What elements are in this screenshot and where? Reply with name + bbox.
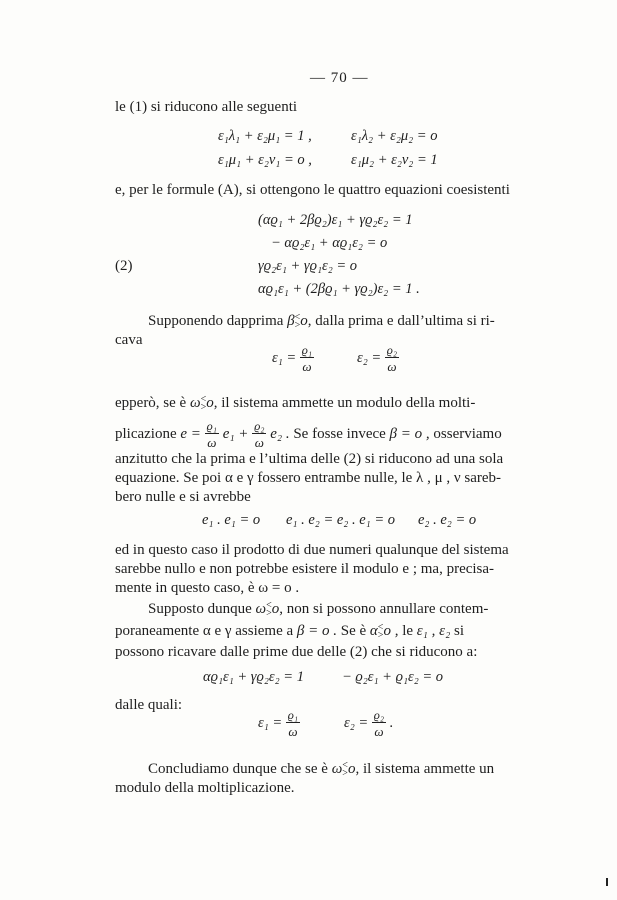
fraction-b: ε₂ = $\frac{\text{ϱ₂}}{\omega}$ — [357, 343, 398, 374]
equation-1a: ε₁λ₁ + ε₂μ₁ = 1 , — [218, 128, 312, 144]
paragraph-4-line-2: poraneamente α e γ assieme a β = o . Se è α < > o , le ε₁ , ε₂ si — [115, 621, 465, 641]
paragraph-6-line-2: modulo della moltiplicazione. — [115, 780, 295, 796]
paragraph-4-line-1: Supposto dunque ω < > o, non si possono annullare contem- — [148, 599, 489, 619]
equation-3a: e₁ . e₁ = o — [202, 512, 261, 528]
equation-4b: − ϱ₂ε₁ + ϱ₁ε₂ = o — [342, 669, 444, 685]
paragraph-2-line-3: anzitutto che la prima e l’ultima delle (2) si riducono ad una sola — [115, 451, 504, 467]
fraction-a: ε₁ = $\frac{\text{ϱ₁}}{\omega}$ — [272, 343, 313, 374]
paragraph-3-line-1: ed in questo caso il prodotto di due numeri qualunque del sistema — [115, 542, 509, 558]
less-greater-symbol: < > — [266, 599, 272, 619]
paragraph-3-line-3: mente in questo caso, è ω = o . — [115, 580, 300, 596]
scan-margin-mark — [606, 878, 608, 886]
system-eq-3: γϱ₂ε₁ + γϱ₁ε₂ = o — [258, 258, 358, 274]
less-greater-symbol: < > — [200, 393, 207, 413]
equation-3c: e₂ . e₂ = o — [418, 512, 477, 528]
less-greater-symbol: < > — [342, 759, 348, 779]
fraction-d: ε₂ = $\frac{\text{ϱ₂}}{\omega}$ . — [344, 708, 394, 739]
paragraph-3-line-2: sarebbe nullo e non potrebbe esistere il modulo e ; ma, precisa- — [115, 561, 495, 577]
page-number: — 70 — — [310, 70, 369, 86]
paragraph-2-line-2: plicazione e = $\frac{\text{ϱ₁}}{\omega}$ e₁ + $\frac{\text{ϱ₂}}{\omega}$ e₂ . Se fosse invece β = o , osserviamo — [115, 419, 502, 450]
text-line-1: le (1) si riducono alle seguenti — [115, 99, 298, 115]
text-line-2: e, per le formule (A), si ottengono le quattro equazioni coesistenti — [115, 182, 510, 198]
less-greater-symbol: < > — [294, 311, 301, 331]
paragraph-1-line-2: cava — [115, 332, 143, 348]
equation-2a: ε₁μ₁ + ε₂ν₁ = o , — [218, 152, 312, 168]
paragraph-4-line-3: possono ricavare dalle prime due delle (2) che si riducono a: — [115, 644, 478, 660]
paragraph-5: dalle quali: — [115, 697, 183, 713]
equation-2b: ε₁μ₂ + ε₂ν₂ = 1 — [351, 152, 438, 168]
paragraph-2-line-1: epperò, se è ω < > o, il sistema ammette un modulo della molti- — [115, 393, 476, 413]
paragraph-2-line-5: bero nulle e si avrebbe — [115, 489, 251, 505]
equation-4a: αϱ₁ε₁ + γϱ₂ε₂ = 1 — [203, 669, 304, 685]
system-eq-4: αϱ₁ε₁ + (2βϱ₁ + γϱ₂)ε₂ = 1 . — [258, 281, 420, 297]
system-eq-1: (αϱ₁ + 2βϱ₂)ε₁ + γϱ₂ε₂ = 1 — [258, 212, 413, 228]
paragraph-2-line-4: equazione. Se poi α e γ fossero entrambe nulle, le λ , μ , ν sareb- — [115, 470, 502, 486]
equation-3b: e₁ . e₂ = e₂ . e₁ = o — [286, 512, 395, 528]
equation-1b: ε₁λ₂ + ε₂μ₂ = o — [351, 128, 438, 144]
fraction-c: ε₁ = $\frac{\text{ϱ₁}}{\omega}$ — [258, 708, 299, 739]
paragraph-6-line-1: Concludiamo dunque che se è ω < > o, il sistema ammette un — [148, 759, 495, 779]
system-label: (2) — [115, 258, 133, 274]
less-greater-symbol: < > — [377, 621, 384, 641]
system-eq-2: − αϱ₂ε₁ + αϱ₁ε₂ = o — [271, 235, 388, 251]
paragraph-1-line-1: Supponendo dapprima β < > o, dalla prima e dall’ultima si ri- — [148, 311, 495, 331]
